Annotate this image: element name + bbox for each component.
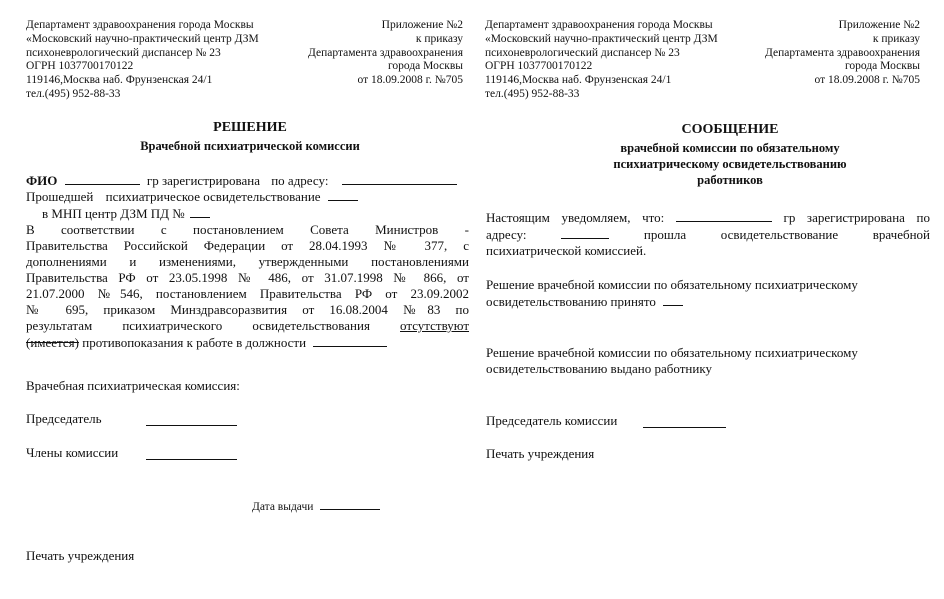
right-appendix-line: к приказу — [872, 32, 920, 45]
right-stamp-label: Печать учреждения — [486, 446, 595, 461]
right-appendix-header — [765, 19, 920, 88]
right-chairman-label: Председатель комиссии — [486, 413, 618, 428]
members-label: Члены комиссии — [26, 445, 119, 460]
right-org-line: тел.(495) 952-88-33 — [485, 87, 580, 100]
left-org-line: тел.(495) 952-88-33 — [26, 87, 121, 100]
decision-line-2 — [486, 293, 858, 310]
position-blank[interactable] — [313, 334, 387, 347]
right-appendix-line: Департамента здравоохранения — [765, 46, 920, 59]
worker-name-blank[interactable] — [676, 209, 772, 222]
exam-blank[interactable] — [328, 188, 358, 201]
paragraph-line: В соответствии с постановлением Совета Министров - — [26, 222, 469, 237]
decision-block — [486, 277, 858, 310]
mnp-row — [42, 205, 210, 222]
right-subtitle-line: психиатрическому освидетельствованию — [613, 157, 847, 171]
issue-date-row — [252, 499, 380, 513]
paragraph-line: № 695, приказом Минздравсоразвития от 16.08.2004 №83 по — [26, 302, 469, 317]
paragraph-line-contra — [26, 334, 469, 351]
right-appendix-line: Приложение №2 — [838, 19, 920, 31]
right-org-line: психоневрологический диспансер № 23 — [485, 46, 680, 59]
fio-row — [26, 172, 457, 189]
fio-blank[interactable] — [65, 172, 140, 185]
left-appendix-header — [308, 19, 463, 88]
left-org-line: Департамент здравоохранения города Москвы — [26, 19, 254, 31]
chairman-label: Председатель — [26, 411, 102, 426]
at-address-text: по адресу: — [271, 173, 329, 188]
chairman-signature-line[interactable] — [146, 425, 237, 426]
left-stamp-label: Печать учреждения — [26, 548, 135, 563]
issue-date-blank[interactable] — [320, 499, 380, 510]
paragraph-line-result — [26, 318, 469, 334]
right-chairman-signature-line[interactable] — [643, 427, 726, 428]
issued-line: Решение врачебной комиссии по обязательному психиатрическому — [486, 345, 858, 360]
passed-text: Прошедшей — [26, 189, 94, 204]
registered-text: гр зарегистрирована — [146, 173, 260, 188]
mnp-text: в МНП центр ДЗМ ПД № — [42, 206, 185, 221]
right-org-line: Департамент здравоохранения города Москвы — [485, 19, 713, 31]
legal-paragraph — [26, 222, 469, 351]
left-org-header — [26, 19, 259, 102]
issued-line: освидетельствованию выдано работнику — [486, 361, 712, 376]
paragraph-line: Правительства Российской Федерации от 28.04.1993 № 377, с — [26, 238, 469, 253]
left-appendix-line: Департамента здравоохранения — [308, 46, 463, 59]
commission-label: Врачебная психиатрическая комиссия: — [26, 378, 240, 393]
passed-row — [26, 188, 358, 205]
left-org-line: 119146,Москва наб. Фрунзенская 24/1 — [26, 74, 213, 87]
notify-line — [486, 209, 930, 226]
left-org-line: психоневрологический диспансер № 23 — [26, 46, 221, 59]
passed-exam-text: прошла освидетельствование врачебной — [643, 227, 931, 242]
registered-by-text: гр зарегистрирована по — [783, 210, 931, 225]
left-appendix-line: к приказу — [415, 32, 463, 45]
absent-word: отсутствуют — [400, 318, 470, 333]
address-line — [486, 226, 930, 243]
notify-text: Настоящим уведомляем, что: — [486, 210, 665, 225]
right-subtitle-line: работников — [697, 173, 763, 187]
right-appendix-line: от 18.09.2008 г. №705 — [814, 74, 920, 87]
exam-text: психиатрическое освидетельствование — [105, 189, 321, 204]
paragraph-line: Правительства РФ от 23.05.1998 № 486, от 31.07.1998 № 866, от — [26, 270, 469, 285]
left-org-line: ОГРН 1037700170122 — [26, 60, 134, 73]
right-org-header — [485, 19, 718, 102]
paragraph-line: дополнениями и изменениями, утвержденными постановлениями — [26, 254, 469, 269]
right-appendix-line: города Москвы — [844, 60, 920, 73]
right-org-line: 119146,Москва наб. Фрунзенская 24/1 — [485, 74, 672, 87]
right-subtitle-line: врачебной комиссии по обязательному — [620, 141, 840, 155]
address-blank[interactable] — [342, 172, 457, 185]
decision-line: Решение врачебной комиссии по обязательному психиатрическому — [486, 277, 858, 292]
right-subtitle — [580, 140, 880, 188]
commission-tail: психиатрической комиссией. — [486, 243, 647, 258]
left-appendix-line: города Москвы — [387, 60, 463, 73]
decision-accepted-text: освидетельствованию принято — [486, 294, 656, 309]
result-prefix: результатам психиатрического освидетельствования — [26, 318, 370, 333]
left-appendix-line: от 18.09.2008 г. №705 — [357, 74, 463, 87]
left-org-line: «Московский научно-практический центр ДЗМ — [26, 32, 259, 45]
address-text: адресу: — [486, 227, 527, 242]
members-signature-line[interactable] — [146, 459, 237, 460]
right-org-line: ОГРН 1037700170122 — [485, 60, 593, 73]
left-appendix-line: Приложение №2 — [381, 19, 463, 31]
decision-blank[interactable] — [663, 293, 683, 306]
mnp-blank[interactable] — [190, 205, 210, 218]
left-title: РЕШЕНИЕ — [213, 120, 287, 135]
right-address-blank[interactable] — [561, 226, 609, 239]
fio-label: ФИО — [26, 173, 58, 188]
contra-text: противопоказания к работе в должности — [82, 335, 307, 350]
present-word: (имеется) — [26, 335, 79, 350]
paragraph-line: 21.07.2000 №546, постановлением Правительства РФ от 23.09.2002 — [26, 286, 469, 301]
right-title: СООБЩЕНИЕ — [681, 122, 779, 137]
right-org-line: «Московский научно-практический центр ДЗМ — [485, 32, 718, 45]
left-subtitle: Врачебной психиатрической комиссии — [140, 139, 360, 153]
notify-paragraph — [486, 209, 930, 259]
issued-block — [486, 345, 858, 377]
issue-date-label: Дата выдачи — [252, 501, 314, 513]
